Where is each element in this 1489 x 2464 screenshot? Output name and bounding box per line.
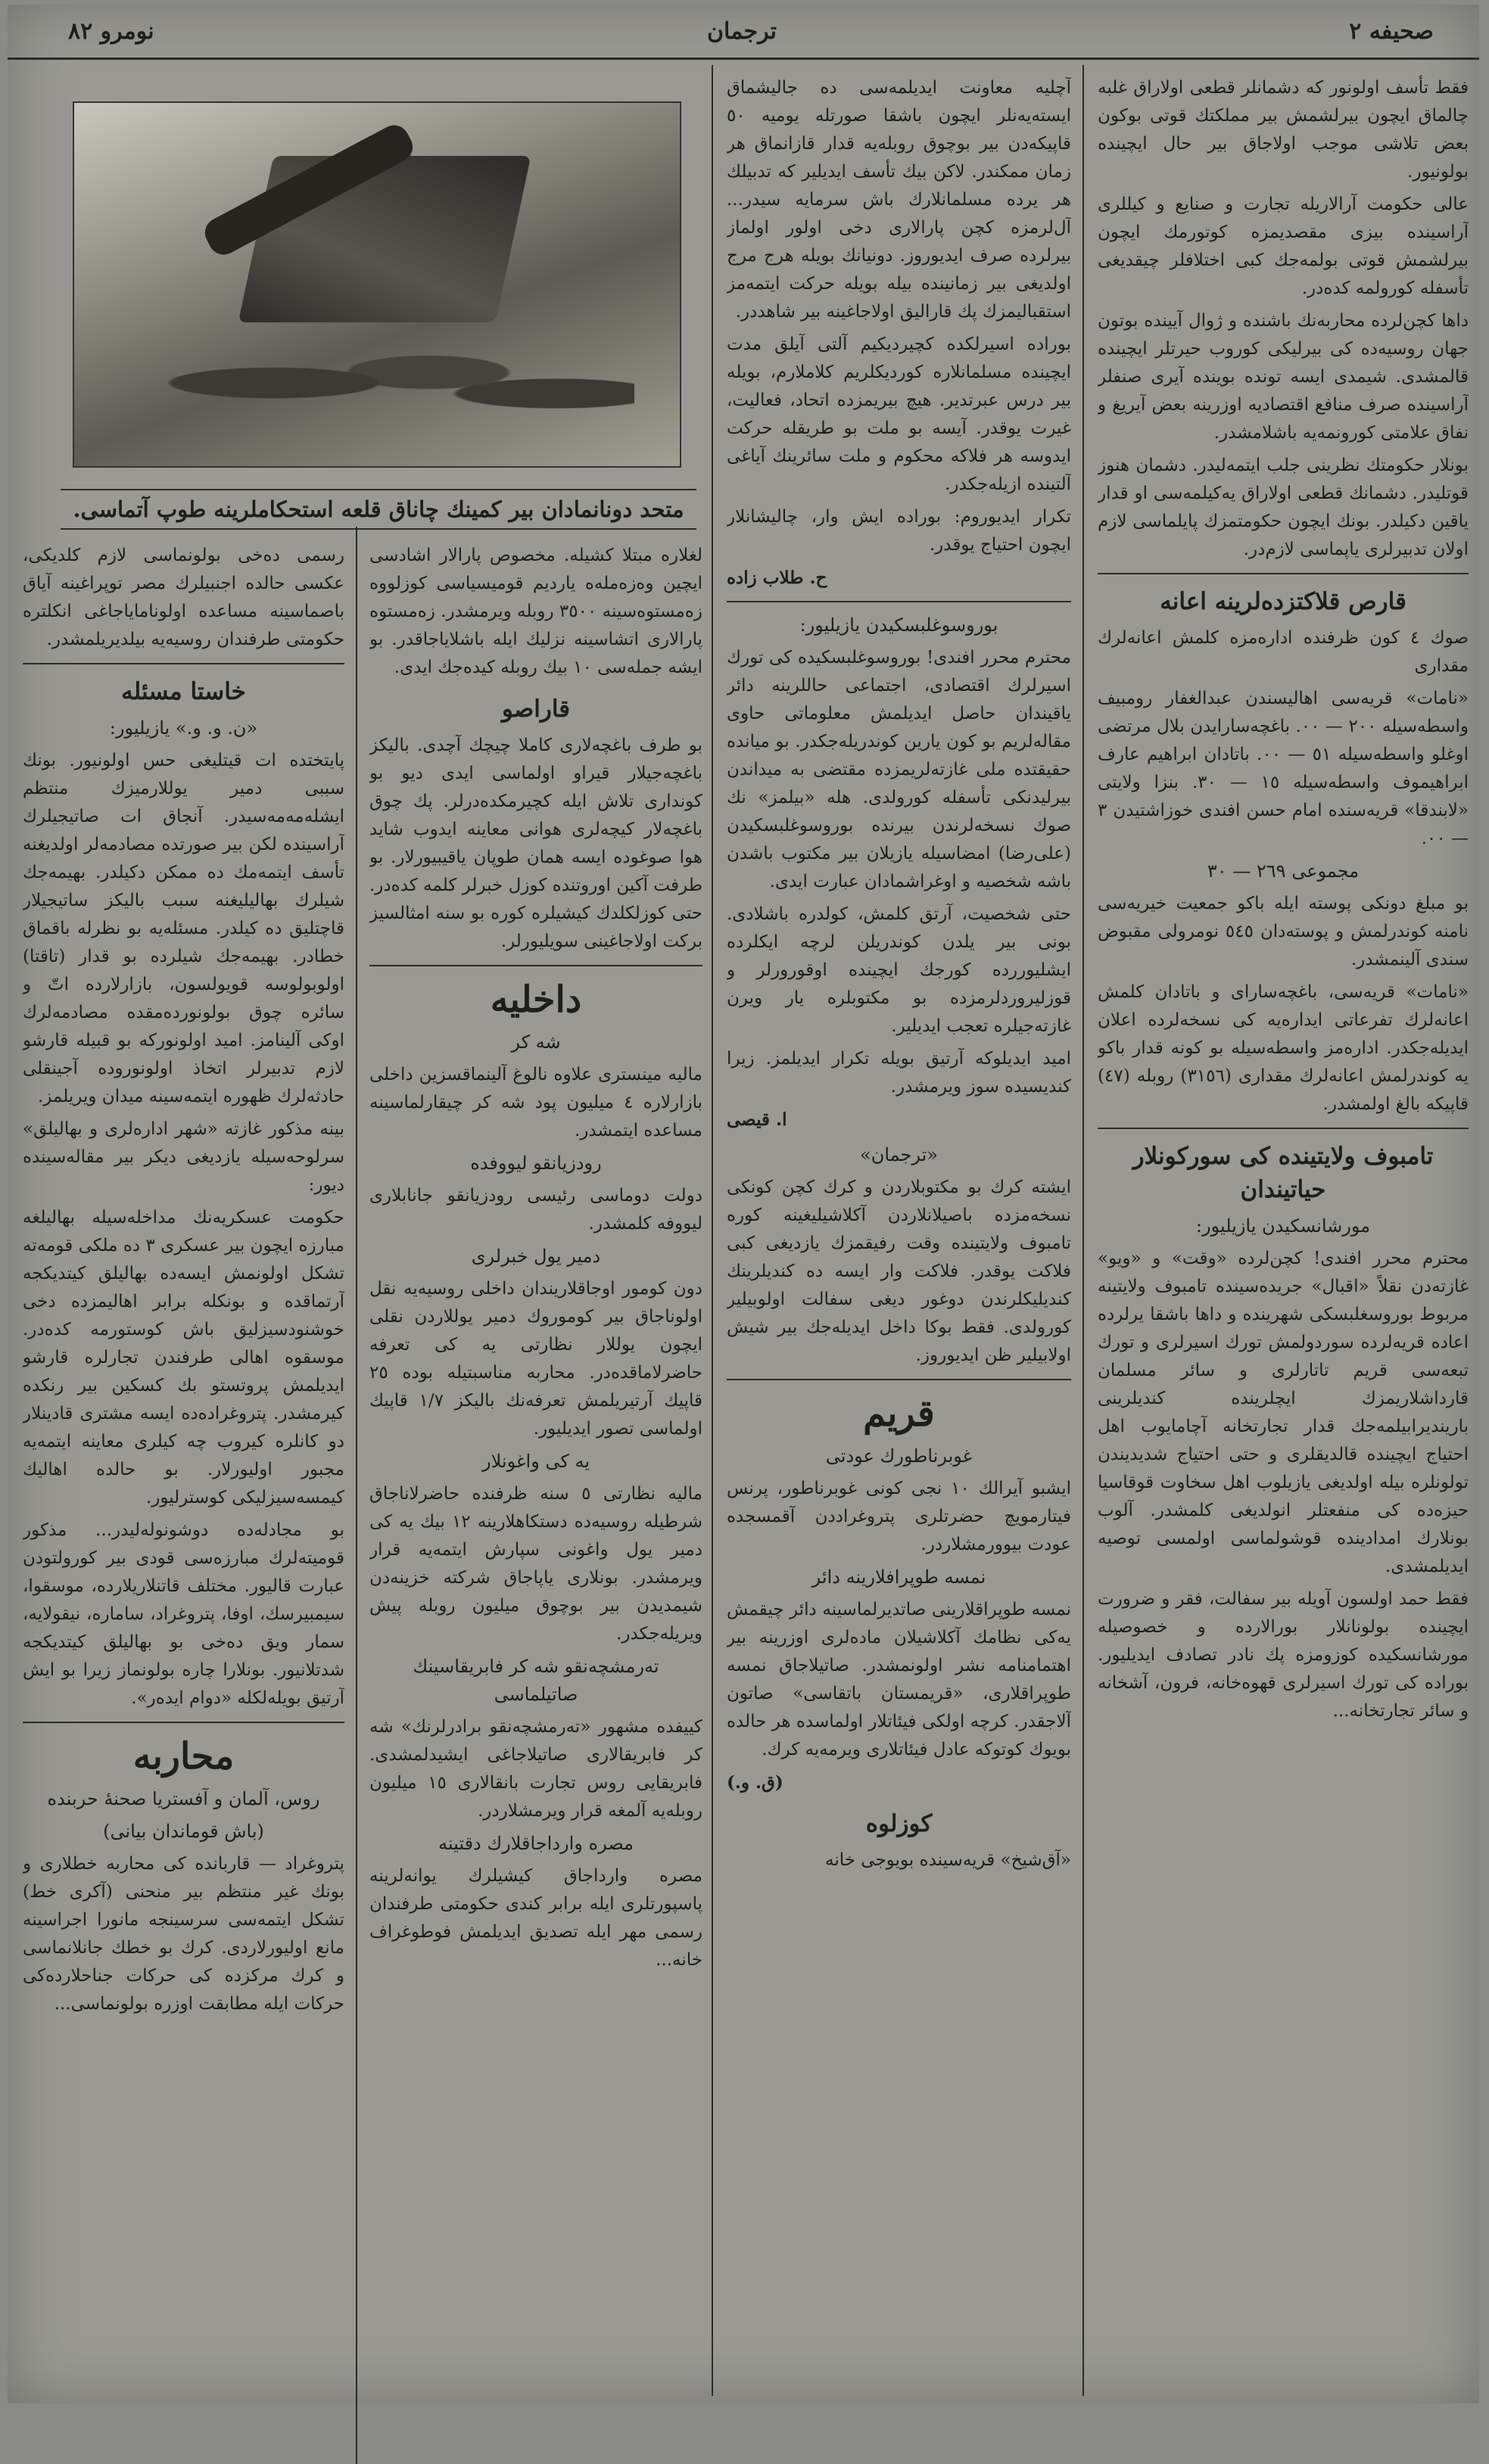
signature: ا. قیصی	[727, 1109, 787, 1130]
paragraph: رسمی ده‌خی بولونماسی لازم کلدیکی، عکسی حالده اجنبیلرك مصر توپراغینه آیاق باصماسینه مساعده اولونامایاجاغی انکلتره حکومتی طرفندان روسیه‌یه بیلدیریلمشدر.	[23, 546, 344, 649]
paragraph: کییفده مشهور «ته‌رمشچه‌نقو برادرلرنك» شه کر فابریقالاری صاتیلاجاغی ایشیدلمشدی. فابریقایی روس تجارت بانقالاری ١٥ میلیون روبله‌یه آلمغه قرار ویرمشلاردر.	[369, 1717, 702, 1821]
section-rule	[1098, 1128, 1469, 1129]
section-rule	[1098, 573, 1469, 574]
section-subheading: یه کی واغونلار	[481, 1451, 590, 1472]
column-rule	[356, 527, 357, 2464]
paragraph: بو مبلغ دونکی پوسته ایله باکو جمعیت خیریه‌سی نامنه کوندرلمش و پوسته‌دان ٥٤٥ نومرولی مقبوض سندی آلینمشدر.	[1098, 894, 1469, 969]
section-subheading: «ن. و. و.» یازیلیور:	[109, 717, 258, 739]
section-rule	[369, 965, 702, 966]
paragraph: نمسه طوپراقلارینی صاتدیرلماسینه دائر چیقمش یه‌کی نظامك آکلاشیلان ماده‌لری اوزرینه بیر اهتمامنامه نشر اولونمشدر. صاتیلاجاق نمسه طوپراقلاری، «قریمستان باتقاسی» صاتون آلاجقدر. کرچه اولکی فیئاتلار اولماسده هر حالده بویوك کوتوکه عادل فیئاتلاری ویرمه‌یه کرك.	[727, 1600, 1071, 1759]
section-subheading: نمسه طوپرافلارینه دائر	[811, 1566, 986, 1588]
page-number: صحیفه ٢	[1349, 18, 1434, 45]
section-rule	[727, 601, 1071, 602]
paragraph: ایشبو آیرالك ١٠ نجی کونی غوبرناطور، پرنس فیتارمویچ حضرتلری پتروغراددن آقمسجده عودت بیوورمشلاردر.	[727, 1479, 1071, 1554]
paragraph: لغلاره مبتلا کشیله. مخصوص پارالار اشادسی ایچین وه‌زه‌مله‌ه یاردیم قومیسیاسی کوزلووه زه‌مستوه‌سینه ٣٥٠٠ روبله ویرمشدر. زه‌مستوه پارالاری اتشاسینه نزلیك ایله باشلایاجاقدر. بو ایشه جمله‌سی ١٠ بیك روبله کیده‌جك ایدی.	[369, 546, 702, 677]
masthead	[8, 5, 1479, 60]
editor-tag: «ترجمان»	[860, 1144, 938, 1165]
paragraph: پایتختده ات قیتلیغی حس اولونیور. بونك سببی دمیر یوللارمیزك منتظم ایشله‌مه‌مه‌سیدر. آنجاق ات صاتیجیلرك آراسینده لکن بیر صورتده مصادمه‌لر اولدیغنه تأسف ایتمه‌مك ده ممکن دکیلدر. بهیمه‌جك شیلرك بهالیلیغنه سبب بالیکز ساتیجیلار قاچتلیق ده کیلدر. مسئله‌یه بو نظرله باقماق خطادر. بهیمه‌جك شیلرده بو قدار (تاقتا) اولوبولوسه قویولسون، بازارلارده اتّ و سائره چوق بولونورده‌مقده مصادمه‌لرك اوکی آلینامز. امید اولونورکه بو قبیله قارشو لازم تدبیرلر اتخاذ اولونوروده آجینقلی حادثه‌لرك ظهوره ایتمه‌سینه میدان ویریلمز.	[23, 751, 344, 1106]
cannon-figure	[238, 156, 531, 322]
section-subheading: دمیر یول خبرلری	[471, 1246, 601, 1267]
signature: ح. طلاب زاده	[727, 568, 827, 588]
paragraph: پتروغراد — قاربانده کی محاربه خطلاری و بونك غیر منتظم بیر منحنی (آکری خط) تشکل ایتمه‌سی سرسینجه مانورا اجراسینه مانع اولیورلاردی. کرك بو خطك جانلانماسی و کرك مرکزده کی حرکات جناحلارده‌کی حرکات ایله مطابقت اوزره بولونماسی...	[23, 1854, 344, 2014]
paragraph: بینه مذکور غازته «شهر اداره‌لری و بهالیلق» سرلوحه‌سیله یازدیغی دیکر بیر مقاله‌سینده دیور:	[23, 1119, 344, 1195]
paragraph: «نامات» قریه‌سی، باغچه‌سارای و باتادان کلمش اعانه‌لرك تفرعاتی ایداره‌یه کی نسخه‌لرده اعلان ایدیله‌جکدر. اداره‌مز واسطه‌سیله بو کونه قدار باکو یه کوندرلمش اعانه‌لرك مقداری (٣١٥٦) روبله (٤٧) قاپیکه بالغ اولمشدر.	[1098, 982, 1469, 1114]
section-subheading: (باش قوماندان بیانی)	[103, 1821, 264, 1842]
paragraph: بونلار حکومتك نظرینی جلب ایتمه‌لیدر. دشمان هنوز قوتلیدر. دشمانك قطعی اولاراق یه‌کیلمه‌سی او قدار یاقین دکیلدر. بونك ایچون حکومتمزك پایلماسی لازم اولان تدبیرلری یاپماسی لازم‌در.	[1098, 456, 1469, 559]
paragraph: محترم محرر افندی! بوروسوغلبسکیده کی تورك اسیرلرك اقتصادی، اجتماعی حاللرینه دائر یاقیندان حاصل ایدیلمش معلوماتی حاوی مقاله‌لریم بو کون یارین کوندریله‌جکدر. بو میانده حقیقتده ملی غازته‌لریمزده مقتضی به میداندن بیرلیدنکی تأسفله کورولدی. هله «بیلمز» نك صوك نسخه‌لرندن بیرنده بوروسوغلبسکیدن (علی‌رضا) امضاسیله یازیلان بیر مکتوب باشدن باشه شخصیه و اوغراشمادان عبارت ایدی.	[727, 648, 1071, 891]
paragraph: مصره وارداجاق کیشیلرك یوانه‌لرینه پاسپورتلری ایله برابر کندی حکومتی طرفندان رسمی مهر ایله تصدیق ایدیلمش فوطوغراف خانه...	[369, 1866, 702, 1970]
column-4	[23, 542, 344, 2328]
section-subheading: ته‌رمشچه‌نقو شه کر فابریقاسینك صاتیلماسی	[413, 1656, 659, 1705]
paragraph: مالیه مینستری علاوه نالوغ آلینماقسزین داخلی بازارلاره ٤ میلیون پود شه کر چیقارلماسینه مساعده ایتمشدر.	[369, 1065, 702, 1140]
section-subheading: روس، آلمان و آفستریا صحنهٔ حربنده	[47, 1788, 320, 1809]
paragraph: محترم محرر افندی! کچن‌لرده «وقت» و «ویو» غازته‌دن نقلاً «اقبال» جریده‌سینده تامبوف ولایتینه مربوط بوروسغلبسکی شهرینده و داها باشقا یرلرده اعاده قریه‌لرده سوردولمش تورك اسیرلری و تورك تبعه‌سی قریم تاتارلری و سائر مسلمان قارداشلاریمزك ایچلرینده کندیلرینی باریندیرابیلمه‌جك قدار تجارتخانه آچامایوب اهل احتیاج ایچینده قالدیقلری و حتی احتیاج شدیدیندن تولونلره بیله اولدیغی یازیلوب اهل سخاوت قوقاسیا حیزه‌ده کی منفعتلر انولدیغی کلمشدر. آلوب بونلارك امدادینده قوشولماسی اولمسی توصیه ایدیلمشدی.	[1098, 1249, 1469, 1576]
section-heading: قریم	[863, 1392, 935, 1435]
paragraph: ایشته کرك بو مکتوبلاردن و کرك کچن کونکی نسخه‌مزده باصیلانلاردن آکلاشیلیغینه کوره تامبوف ولایتینده وقت رفیقمزك یازدیغی کبی فلاکت یوقدر. فلاکت وار ایسه ده کندیلرینك کندیلیکلرندن دوغور دیغی سفالت اولوبیلیر کورولدی. فقط بوکا داخل ایدیله‌جك بیر شیش اولابیلیر ظن ایدیوروز.	[727, 1178, 1071, 1365]
news-photo	[73, 101, 681, 468]
section-heading: قاراصو	[501, 695, 571, 723]
column-3	[369, 542, 702, 2328]
section-heading: کوزلوه	[865, 1810, 933, 1837]
paragraph: بو مجادله‌ده دوشونوله‌لیدر... مذکور قومیته‌لرك مبارزه‌سی قودی بیر کورولتودن عبارت قالیور. مختلف قاتنلاریلارده، موسقوا، سیمبیرسك، اوفا، پتروغراد، ساماره، نیقولایه، سمار ویق ده‌خی بو بهالیلق کیتدیکجه شدتلانیور. بونلارا چاره بولونماز زیرا بو ایش آرتیق بویله‌لکله «دوام ایده‌ر».	[23, 1520, 344, 1708]
paragraph: «آق‌شیخ» قریه‌سینده بویوجی خانه	[825, 1850, 1071, 1870]
section-heading: تامبوف ولایتینده کی سورکونلار حیاتیندان	[1132, 1143, 1434, 1203]
paragraph: حکومت عسکریه‌نك مداخله‌سیله بهالیلغه مبارزه ایچون بیر عسکری ٣ ده ملکی قومه‌ته تشکل اولونمش ایسه‌ده بهالیلق کیتدیکجه آرتماقده و بونکله برابر اهالیمزده دخی خوشنودسیزلیق باش کوستورمه کده‌در. موسقوه اهالی طرفندن تجارلره قارشو ایدیلمش پروتستو بك کسکین بیر رنکده کیرمشدر. پتروغراده‌ده ایسه مشتری قادینلار دو کانلره کیروب چه کیلری معاینه ایتمه‌یه مجبور اولیورلار. بو حالده اهالیك کیمسه‌سیزلیکی کوسترلیور.	[23, 1208, 344, 1507]
column-1	[1098, 74, 1469, 2397]
newspaper-title: ترجمان	[707, 18, 777, 45]
column-rule	[1082, 65, 1084, 2396]
paragraph: بو طرف باغچه‌لاری کاملا چیچك آچدی. بالیکز باغچه‌جیلار قیراو اولماسی ایدی دیو بو کونداری تلاش ایله کچیرمکده‌درلر. پك چوق باغچه‌لار کیچه‌لری هوانی معاینه ایدوب شاید هوا صوغوده ایسه همان طوپان یاقیبیورلار. بو طرفت آکین اوروتنده کوزل خبرلر کلمه کده‌در. حتی کوزلکلدك کیشیلره کوره بو سنه امثالسیز برکت اولاجاغینی سویلیورلر.	[369, 736, 702, 951]
paragraph: حتی شخصیت، آرتق کلمش، کولدره باشلادی. بونی بیر یلدن کوندریلن لرچه ایکلرده ایشلیوررده کورجك ایچینده اوقورورلر و قوزلیروردلرمزده بو مکتوبلره یار ویرن غازته‌جیلره تعجب ایدیلیر.	[727, 904, 1071, 1036]
section-subheading: بوروسوغلبسکیدن یازیلیور:	[799, 614, 998, 636]
paragraph: فقط حمد اولسون آویله بیر سفالت، فقر و ضرورت ایچینده بولونانلار بورالارده و خصوصیله مورشانسکیده کوزومزه پك نادر تصادف ایدیلیور. بوراده کی تورك اسیرلری قهوه‌خانه، فرون، آشخانه و سائر تجارتخانه...	[1098, 1589, 1469, 1721]
section-subheading: مصره وارداجاقلارك دقتینه	[438, 1833, 634, 1854]
newspaper-page	[8, 5, 1479, 2403]
donation-total: مجموعی ٢٦٩ — ٣٠	[1207, 860, 1360, 882]
donation-list: «نامات» قریه‌سی اهالیسندن عبدالغفار رومبیف واسطه‌سیله ٢٠٠ — ٠٠. باغچه‌سارایدن بلال مرتضی اوغلو واسطه‌سیله ٥١ — ٠٠. باتادان ابراهیم عارف ابراهیموف واسطه‌سیله ١٥ — ٣٠. بنزا ولایتی «لابندقا» قریه‌سنده امام حسن افندی خوزاشتیدن ٣ — ٠٠.	[1098, 689, 1469, 848]
photo-caption: متحد دونانمادان بیر کمینك چاناق قلعه استحکاملرینه طوپ آتماسی.	[61, 489, 696, 530]
section-heading: داخلیه	[490, 978, 582, 1021]
column-2	[727, 74, 1071, 2397]
paragraph: دولت دوماسی رئیسی رودزیانقو جانابلاری لیووفه کلمشدر.	[369, 1186, 702, 1234]
section-heading: قارص قلاکتزده‌لرینه اعانه	[1160, 588, 1406, 615]
paragraph: صوك ٤ کون ظرفنده اداره‌مزه کلمش اعانه‌لرك مقداری	[1098, 628, 1469, 676]
section-subheading: غوبرناطورك عودتی	[825, 1445, 973, 1467]
paragraph: دون کومور اوجاقلاریندان داخلی روسیه‌یه نقل اولوناجاق بیر کوموروك دمیر یوللاردن نقلی ایچون یوللار نظارتی یه کی تعرفه حاضرلاماقده‌در. محاربه مناسبتیله بوده ٢٥ قاپیك آرتیریلمش تعرفه‌نك بالیکز ١/٧ قاپیك اولماسی تصور ایدیلیور.	[369, 1279, 702, 1439]
section-rule	[23, 1722, 344, 1723]
section-subheading: شه کر	[511, 1031, 561, 1053]
column-rule	[712, 65, 713, 2396]
paragraph: داها کچن‌لرده محاربه‌نك باشنده و ژوال آیینده بوتون جهان روسیه‌ده کی بیرلیکی کوروب حیرتلر ایچینده قالمشدی. شیمدی ایسه تونده بوینده آیری صنفلر آراسینده صرف منافع اقتصادیه اوزرینه بعض آیریغ و نفاق علامتی کورونمه‌یه باشلامشدر.	[1098, 311, 1469, 443]
section-heading: خاستا مسئله	[121, 678, 246, 705]
paragraph: عالی حکومت آرالاریله تجارت و صنایع و کیللری آراسینده بیزی مقصدیمزه کوتورمك ایچون بیرلشمش قوتی بولمه‌جك کبی اختلافلر چیقدیغی تأسفله کورولمه کده‌در.	[1098, 194, 1469, 298]
signature: (ق. و.)	[727, 1772, 783, 1793]
section-heading: محاربه	[132, 1735, 235, 1778]
section-rule	[727, 1379, 1071, 1380]
section-rule	[23, 663, 344, 664]
paragraph: بوراده اسیرلکده کچیردیکیم آلتی آیلق مدت ایچینده مسلمانلاره کوردیکلریم کلاملارم، بویله بیر درس عبرتدیر. هیچ بیریمزده اتحاد، فعالیت، غیرت یوقدر. آیسه بو ملت بو طریقله حرکت ایدوسه هر فلاکه محکوم و ملت سائرینك آیاغی آلتینده ازیله‌جکدر.	[727, 334, 1071, 494]
issue-number: نومرو ٨٢	[68, 18, 154, 45]
paragraph: مالیه نظارتی ٥ سنه ظرفنده حاضرلاناجاق شرطیله روسیه‌ده دستکاهلارینه ١٢ بیك یه کی دمیر یول واغونی سپارش ایتمه‌یه قرار ویرمشدر. بونلاری یاپاجاق شرکته خزینه‌دن شیمدیدن بیر بوچوق میلیون روبله پیش ویریله‌جکدر.	[369, 1484, 702, 1644]
section-subheading: رودزیانقو لیووفده	[470, 1153, 602, 1174]
soldiers-figure	[120, 330, 634, 436]
paragraph: امید ایدیلوکه آرتیق بویله تکرار ایدیلمز. زیرا کندیسیده سوز ویرمشدر.	[727, 1049, 1071, 1097]
paragraph: آچلیه معاونت ایدیلمه‌سی ده جالیشماق ایسته‌یه‌نلر ایچون باشقا صورتله یومیه ٥٠ قاپیکه‌دن بیر بوچوق روبله‌یه قدار قازانماق هر زمان ممکندر. لاکن بیك تأسف ایدیلیر که تدبیلك هر یرده مسلمانلارك باش سرمایه سیدر... آل‌لرمزه کچن پارالاری دخی اولور اولماز بیرلرده صرف ایدیوروز. دونیانك بویله هرج مرج اولدیغی بیر زمانینده بیله بویله حرکت ایتمه‌مز استقبالیمزك پك قارالیق اولاجاغینه بیر شاهددر.	[727, 78, 1071, 322]
paragraph: تکرار ایدیوروم: بوراده ایش وار، چالیشانلار ایچون احتیاج یوقدر.	[727, 507, 1071, 555]
section-subheading: مورشانسکیدن یازیلیور:	[1195, 1215, 1371, 1237]
paragraph: فقط تأسف اولونور که دشمانلر قطعی اولاراق غلبه چالماق ایچون بیرلشمش بیر مملکتك قوتی بوکون بعض تلاشی موجب اولاجاق بیر حال ایچینده بولونیور.	[1098, 78, 1469, 182]
